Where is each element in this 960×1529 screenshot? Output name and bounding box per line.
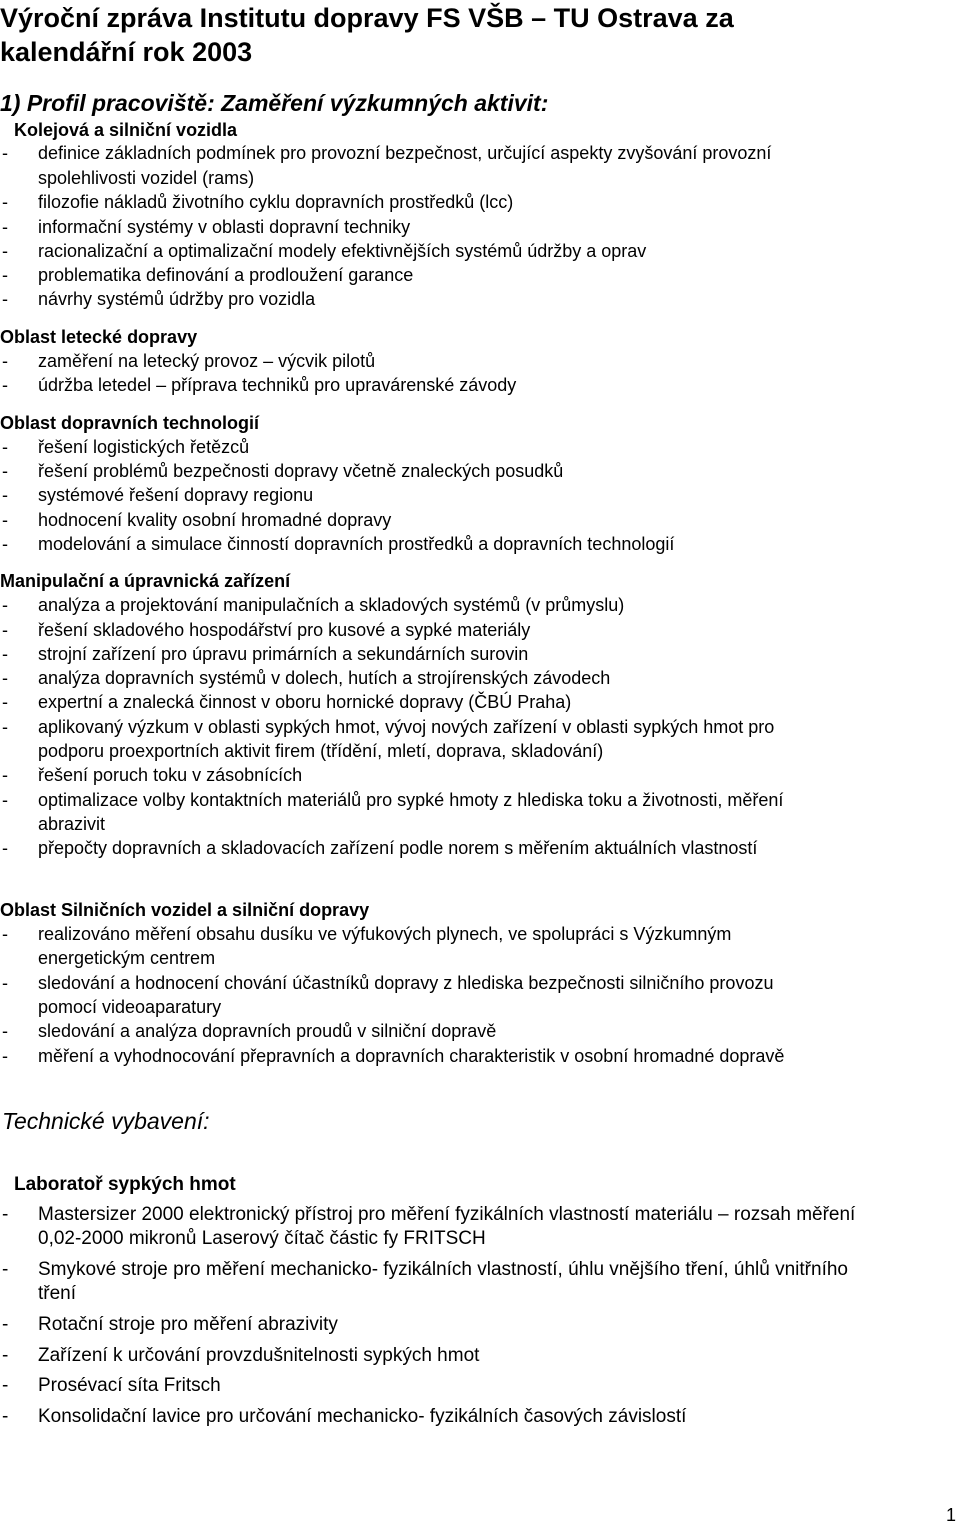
bullet-dash: - bbox=[2, 717, 8, 737]
bullet-dash: - bbox=[2, 1314, 9, 1335]
bullet-dash: - bbox=[2, 1204, 9, 1225]
bullet-dash: - bbox=[2, 1345, 9, 1366]
bullet-dash: - bbox=[2, 838, 8, 858]
equipment-heading: Technické vybavení: bbox=[2, 1108, 210, 1134]
bullet-dash: - bbox=[2, 192, 8, 212]
section-heading-manipulacni: Manipulační a úpravnická zařízení bbox=[0, 571, 291, 591]
list-item-text: racionalizační a optimalizační modely efektivnějších systémů údržby a oprav bbox=[38, 241, 647, 261]
document-title-line-1: Výroční zpráva Institutu dopravy FS VŠB – TU Ostrava za bbox=[0, 3, 734, 33]
list-item-text: Smykové stroje pro měření mechanicko- fyzikálních vlastností, úhlu vnějšího tření, úhlů vnitřního bbox=[38, 1259, 848, 1280]
bullet-dash: - bbox=[2, 534, 8, 554]
list-item-text: Rotační stroje pro měření abrazivity bbox=[38, 1314, 338, 1335]
section-heading-vozidla: Kolejová a silniční vozidla bbox=[14, 120, 238, 140]
list-item-text: řešení problémů bezpečnosti dopravy včetně znaleckých posudků bbox=[38, 461, 564, 481]
list-item-text: přepočty dopravních a skladovacích zařízení podle norem s měřením aktuálních vlastností bbox=[38, 838, 758, 858]
list-item-text: abrazivit bbox=[38, 814, 106, 834]
bullet-dash: - bbox=[2, 973, 8, 993]
list-item-text: Mastersizer 2000 elektronický přístroj pro měření fyzikálních vlastností materiálu – rozsah měření bbox=[38, 1204, 856, 1225]
list-item-text: Prosévací síta Fritsch bbox=[38, 1375, 221, 1396]
list-item-text: systémové řešení dopravy regionu bbox=[38, 485, 314, 505]
bullet-dash: - bbox=[2, 924, 8, 944]
lab-heading: Laboratoř sypkých hmot bbox=[14, 1174, 236, 1195]
list-item-text: strojní zařízení pro úpravu primárních a sekundárních surovin bbox=[38, 644, 529, 664]
bullet-dash: - bbox=[2, 217, 8, 237]
list-item-text: zaměření na letecký provoz – výcvik pilotů bbox=[38, 351, 376, 371]
list-item-text: analýza a projektování manipulačních a skladových systémů (v průmyslu) bbox=[38, 595, 625, 615]
list-item-text: energetickým centrem bbox=[38, 948, 216, 968]
bullet-dash: - bbox=[2, 595, 8, 615]
list-item-text: expertní a znalecká činnost v oboru hornické dopravy (ČBÚ Praha) bbox=[38, 692, 572, 712]
bullet-dash: - bbox=[2, 1021, 8, 1041]
list-item-text: optimalizace volby kontaktních materiálů pro sypké hmoty z hlediska toku a životnosti, měření bbox=[38, 790, 784, 810]
document-title-line-2: kalendářní rok 2003 bbox=[0, 37, 253, 67]
list-item-text: tření bbox=[38, 1283, 77, 1304]
bullet-dash: - bbox=[2, 241, 8, 261]
list-item-text: řešení logistických řetězců bbox=[38, 437, 250, 457]
list-item-text: 0,02-2000 mikronů Laserový čítač částic fy FRITSCH bbox=[38, 1228, 486, 1249]
list-item-text: měření a vyhodnocování přepravních a dopravních charakteristik v osobní hromadné dopravě bbox=[38, 1046, 785, 1066]
bullet-dash: - bbox=[2, 620, 8, 640]
list-item-text: definice základních podmínek pro provozní bezpečnost, určující aspekty zvyšování provozní bbox=[38, 143, 772, 163]
list-item-text: modelování a simulace činností dopravních prostředků a dopravních technologií bbox=[38, 534, 675, 554]
bullet-dash: - bbox=[2, 765, 8, 785]
bullet-dash: - bbox=[2, 289, 8, 309]
bullet-dash: - bbox=[2, 265, 8, 285]
bullet-dash: - bbox=[2, 375, 8, 395]
list-item-text: podporu proexportních aktivit firem (třídění, mletí, doprava, skladování) bbox=[38, 741, 604, 761]
page-number: 1 bbox=[946, 1505, 957, 1525]
list-item-text: řešení poruch toku v zásobnících bbox=[38, 765, 303, 785]
bullet-dash: - bbox=[2, 437, 8, 457]
list-item-text: Konsolidační lavice pro určování mechanicko- fyzikálních časových závislostí bbox=[38, 1406, 687, 1427]
bullet-dash: - bbox=[2, 1375, 9, 1396]
bullet-dash: - bbox=[2, 485, 8, 505]
bullet-dash: - bbox=[2, 351, 8, 371]
section-heading-silnicni: Oblast Silničních vozidel a silniční dopravy bbox=[0, 900, 370, 920]
bullet-dash: - bbox=[2, 1406, 9, 1427]
list-item-text: analýza dopravních systémů v dolech, hutích a strojírenských závodech bbox=[38, 668, 611, 688]
list-item-text: spolehlivosti vozidel (rams) bbox=[38, 168, 255, 188]
section-heading-technologie: Oblast dopravních technologií bbox=[0, 413, 260, 433]
list-item-text: informační systémy v oblasti dopravní techniky bbox=[38, 217, 411, 237]
list-item-text: Zařízení k určování provzdušnitelnosti sypkých hmot bbox=[38, 1345, 480, 1366]
list-item-text: řešení skladového hospodářství pro kusové a sypké materiály bbox=[38, 620, 531, 640]
list-item-text: sledování a analýza dopravních proudů v silniční dopravě bbox=[38, 1021, 497, 1041]
list-item-text: hodnocení kvality osobní hromadné dopravy bbox=[38, 510, 392, 530]
bullet-dash: - bbox=[2, 692, 8, 712]
list-item-text: sledování a hodnocení chování účastníků dopravy z hlediska bezpečnosti silničního provozu bbox=[38, 973, 774, 993]
bullet-dash: - bbox=[2, 1046, 8, 1066]
bullet-dash: - bbox=[2, 1259, 9, 1280]
bullet-dash: - bbox=[2, 461, 8, 481]
bullet-dash: - bbox=[2, 668, 8, 688]
profile-heading: 1) Profil pracoviště: Zaměření výzkumných aktivit: bbox=[0, 90, 549, 116]
list-item-text: filozofie nákladů životního cyklu dopravních prostředků (lcc) bbox=[38, 192, 514, 212]
list-item-text: realizováno měření obsahu dusíku ve výfukových plynech, ve spolupráci s Výzkumným bbox=[38, 924, 732, 944]
bullet-dash: - bbox=[2, 790, 8, 810]
list-item-text: problematika definování a prodloužení garance bbox=[38, 265, 414, 285]
list-item-text: údržba letedel – příprava techniků pro upravárenské závody bbox=[38, 375, 517, 395]
list-item-text: pomocí videoaparatury bbox=[38, 997, 222, 1017]
bullet-dash: - bbox=[2, 644, 8, 664]
bullet-dash: - bbox=[2, 510, 8, 530]
list-item-text: aplikovaný výzkum v oblasti sypkých hmot, vývoj nových zařízení v oblasti sypkých hmot pro bbox=[38, 717, 775, 737]
section-heading-letecke: Oblast letecké dopravy bbox=[0, 327, 198, 347]
list-item-text: návrhy systémů údržby pro vozidla bbox=[38, 289, 316, 309]
bullet-dash: - bbox=[2, 143, 8, 163]
